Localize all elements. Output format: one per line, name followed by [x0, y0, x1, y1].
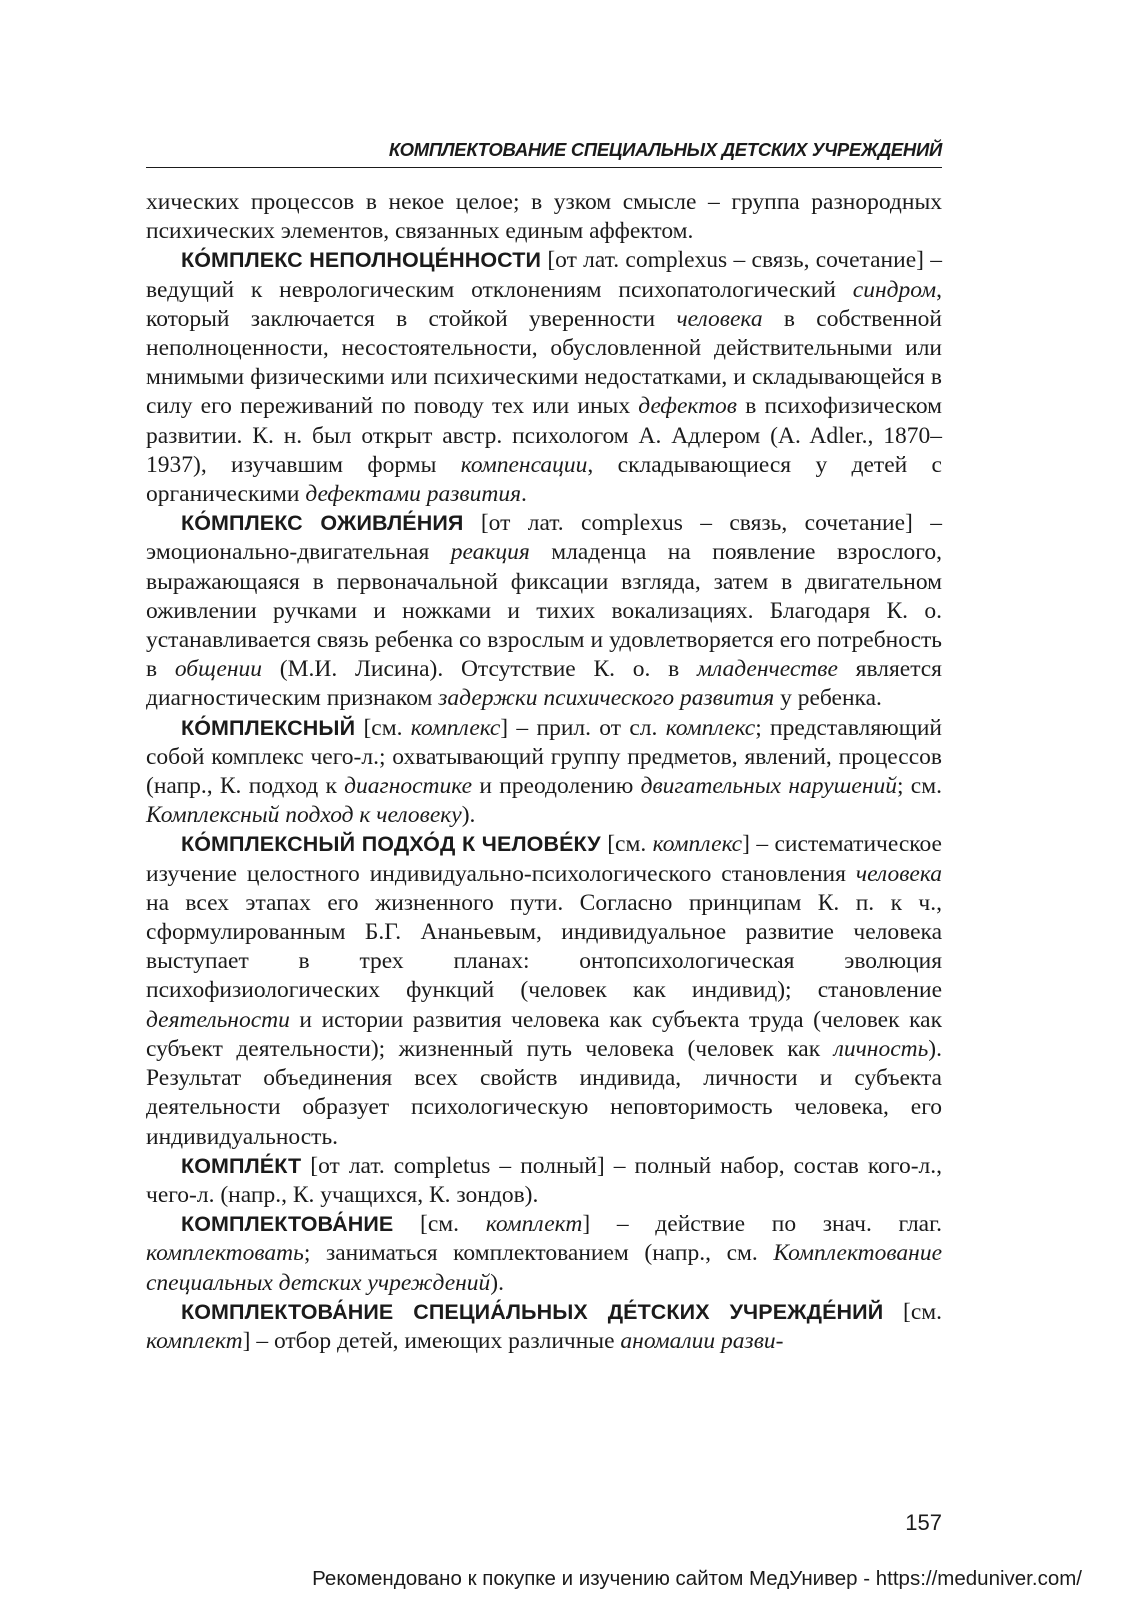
cross-reference-term: компенсации	[460, 451, 588, 478]
entry-text: ] – отбор детей, имеющих различные	[242, 1327, 621, 1354]
cross-reference-term: комплект	[485, 1211, 583, 1238]
entry-text: хических процессов в некое целое; в узком смысле – группа разнородных психических элементов, связанных единым аффектом.	[146, 189, 942, 245]
entry-text: [см.	[355, 714, 411, 741]
entry-text: ).	[461, 802, 476, 829]
entry-headword: КОМПЛЕ́КТ	[181, 1153, 302, 1178]
entry-text: младенца на появление взрослого, выражающаяся в первоначальной фиксации взгляда, затем в двигательном оживлении ручками и ножками и тихих вокализациях. Благодаря К. о. устанавливается связь ребенка со взрослым и удовлетворяется его потребность в	[146, 539, 942, 683]
entry-text: у ребенка.	[774, 685, 882, 712]
cross-reference-term: комплект	[146, 1327, 243, 1354]
cross-reference-term: комплекс	[665, 714, 756, 741]
dictionary-entry	[146, 1152, 942, 1210]
dictionary-text	[146, 188, 942, 1356]
entry-headword: КОМПЛЕКТОВА́НИЕ	[181, 1212, 394, 1237]
footer-note: Рекомендовано к покупке и изучению сайтом МедУнивер - https://meduniver.com/	[312, 1567, 1082, 1590]
entry-text: , который заключается в стойкой уверенности	[146, 276, 942, 332]
cross-reference-term: общении	[174, 656, 263, 683]
dictionary-entry	[146, 1210, 942, 1298]
cross-reference-term: комплектовать	[146, 1240, 304, 1267]
entry-text: .	[521, 481, 527, 508]
header-rule	[146, 167, 942, 168]
entry-text: на всех этапах его жизненного пути. Согласно принципам К. п. к ч., сформулированным Б.Г. Ананьевым, индивидуальное развитие человека выступает в трех планах: онтопсихологическая эволюция психофизиологических функций (человек как индивид); становление	[146, 889, 942, 1004]
cross-reference-term: человека	[676, 305, 763, 332]
cross-reference-term: комплекс	[652, 831, 743, 858]
cross-reference-term: дефектами развития	[305, 481, 522, 508]
entry-text: [от лат. complexus – связь, сочетание] – ведущий к неврологическим отклонениям психопатологический	[146, 247, 942, 303]
cross-reference-term: аномалии разви-	[620, 1327, 784, 1354]
cross-reference-term: синдром	[852, 276, 937, 303]
entry-text: (М.И. Лисина). Отсутствие К. о. в	[262, 656, 697, 683]
entry-text: [от лат. complexus – связь, сочетание] – эмоционально-двигательная	[146, 510, 942, 566]
cross-reference-term: дефектов	[638, 393, 738, 420]
entry-text: в психофизическом развитии. К. н. был открыт австр. психологом А. Адлером (A. Adler., 1870–1937), изучавшим формы	[146, 393, 943, 478]
cross-reference-term: диагностике	[344, 773, 473, 800]
cross-reference-term: младенчестве	[696, 656, 838, 683]
entry-text: ] – систематическое изучение целостного индивидуально-психологического становления	[146, 831, 942, 887]
entry-text: [см.	[393, 1211, 486, 1238]
dictionary-entry	[146, 1298, 942, 1356]
entry-text: , складывающиеся у детей с органическими	[146, 451, 942, 508]
cross-reference-term: комплекс	[410, 714, 501, 741]
cross-reference-term: человека	[855, 860, 942, 887]
dictionary-entry	[146, 830, 942, 1151]
dictionary-entry	[146, 714, 942, 831]
entry-text: в собственной неполноценности, несостоятельности, обусловленной действительными или мнимыми физическими или психическими недостатками, и складывающейся в силу его переживаний по поводу тех или иных	[146, 305, 942, 420]
entry-text: [от лат. completus – полный] – полный набор, состав кого-л., чего-л. (напр., К. учащихся, К. зондов).	[146, 1152, 942, 1208]
cross-reference-term: реакция	[450, 539, 530, 566]
entry-text: и истории развития человека как субъекта труда (человек как субъект деятельности); жизненный путь человека (человек как	[146, 1006, 942, 1062]
entry-text: ; см.	[897, 773, 942, 800]
entry-text: [см.	[600, 831, 653, 858]
cross-reference-term: двигательных нарушений	[640, 773, 897, 800]
entry-text: ).	[490, 1269, 504, 1296]
running-title: КОМПЛЕКТОВАНИЕ СПЕЦИАЛЬНЫХ ДЕТСКИХ УЧРЕЖДЕНИЙ	[388, 139, 942, 160]
entry-headword: КО́МПЛЕКСНЫЙ	[181, 715, 356, 740]
entry-text: и преодолению	[472, 773, 641, 800]
entry-text: ). Результат объединения всех свойств индивида, личности и субъекта деятельности образует психологическую неповторимость человека, его индивидуальность.	[146, 1035, 942, 1150]
cross-reference-term: задержки психического развития	[438, 685, 775, 712]
cross-reference-term: Комплектование специальных детских учреждений	[146, 1240, 942, 1296]
cross-reference-term: деятельности	[146, 1006, 290, 1033]
entry-headword: КОМПЛЕКТОВА́НИЕ СПЕЦИА́ЛЬНЫХ ДЕ́ТСКИХ УЧРЕЖДЕ́НИЙ	[181, 1299, 884, 1324]
dictionary-entry	[146, 246, 942, 509]
entry-text: [см.	[883, 1298, 942, 1325]
cross-reference-term: личность	[833, 1035, 929, 1062]
entry-headword: КО́МПЛЕКС НЕПОЛНОЦЕ́ННОСТИ	[181, 248, 542, 273]
entry-text: ; представляющий собой комплекс чего-л.; охватывающий группу предметов, явлений, процессов (напр., К. подход к	[146, 714, 942, 800]
entry-headword: КО́МПЛЕКС ОЖИВЛЕ́НИЯ	[181, 511, 464, 536]
dictionary-entry	[146, 509, 942, 713]
entry-text: ; заниматься комплектованием (напр., см.	[303, 1240, 774, 1267]
entry-text: является диагностическим признаком	[146, 656, 942, 712]
entry-text: ] – действие по знач. глаг.	[582, 1211, 942, 1238]
cross-reference-term: Комплексный подход к человеку	[146, 802, 462, 829]
page-number: 157	[905, 1510, 942, 1535]
entry-text: ] – прил. от сл.	[500, 714, 666, 741]
continuation-paragraph	[146, 188, 942, 246]
entry-headword: КО́МПЛЕКСНЫЙ ПОДХО́Д К ЧЕЛОВЕ́КУ	[181, 832, 601, 857]
